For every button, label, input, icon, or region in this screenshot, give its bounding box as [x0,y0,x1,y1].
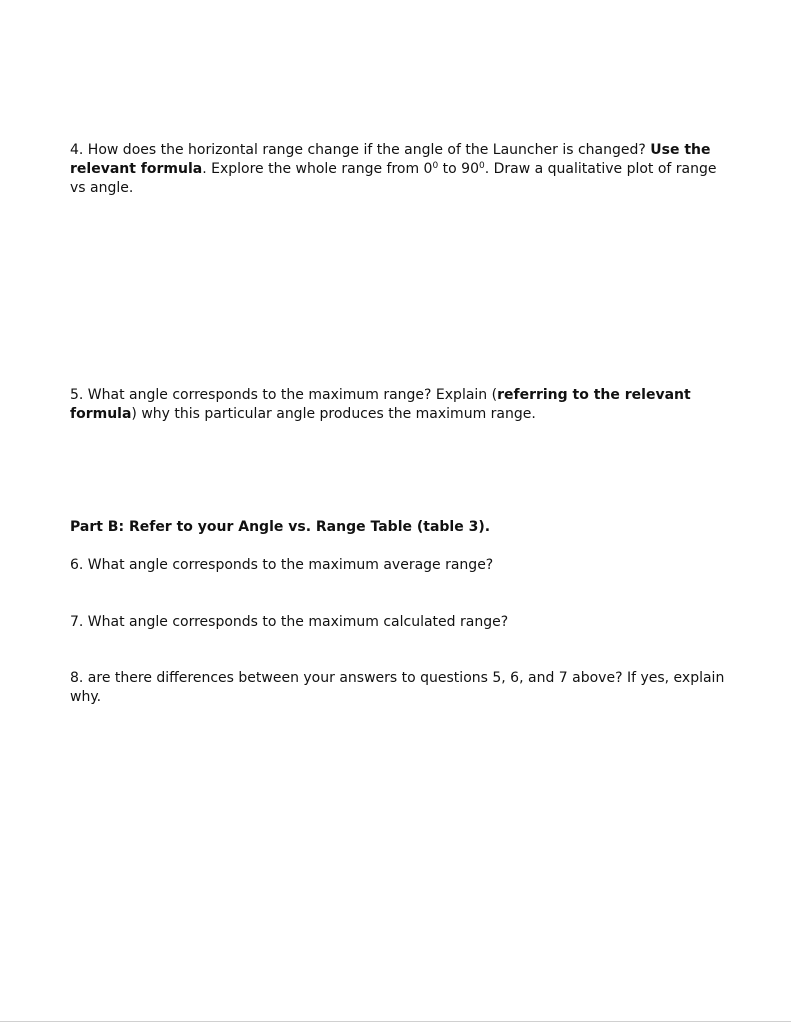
part-b-heading: Part B: Refer to your Angle vs. Range Table (table 3). [70,519,491,535]
page-bottom-divider [0,1021,791,1022]
question-8: 8. are there differences between your answers to questions 5, 6, and 7 above? If yes, explain why. [70,670,725,705]
question-5-bold-formula: referring to the relevant formula [70,387,691,422]
question-5-text-b: ) why this particular angle produces the maximum range. [131,406,536,422]
degree-superscript-end: 0 [478,161,485,171]
question-4-text-c: to 90 [438,161,479,177]
question-5 [70,386,730,424]
question-4 [70,141,730,198]
question-5-text-a: 5. What angle corresponds to the maximum range? Explain ( [70,387,498,403]
question-4-text-b: . Explore the whole range from 0 [202,161,433,177]
question-6: 6. What angle corresponds to the maximum average range? [70,557,494,573]
degree-superscript-start: 0 [432,161,439,171]
question-7: 7. What angle corresponds to the maximum calculated range? [70,614,509,630]
question-4-text-d: . Draw a qualitative plot of range vs angle. [70,161,717,196]
question-4-text-a: 4. How does the horizontal range change if the angle of the Launcher is changed? [70,142,651,158]
question-4-bold-formula: Use the relevant formula [70,142,711,177]
